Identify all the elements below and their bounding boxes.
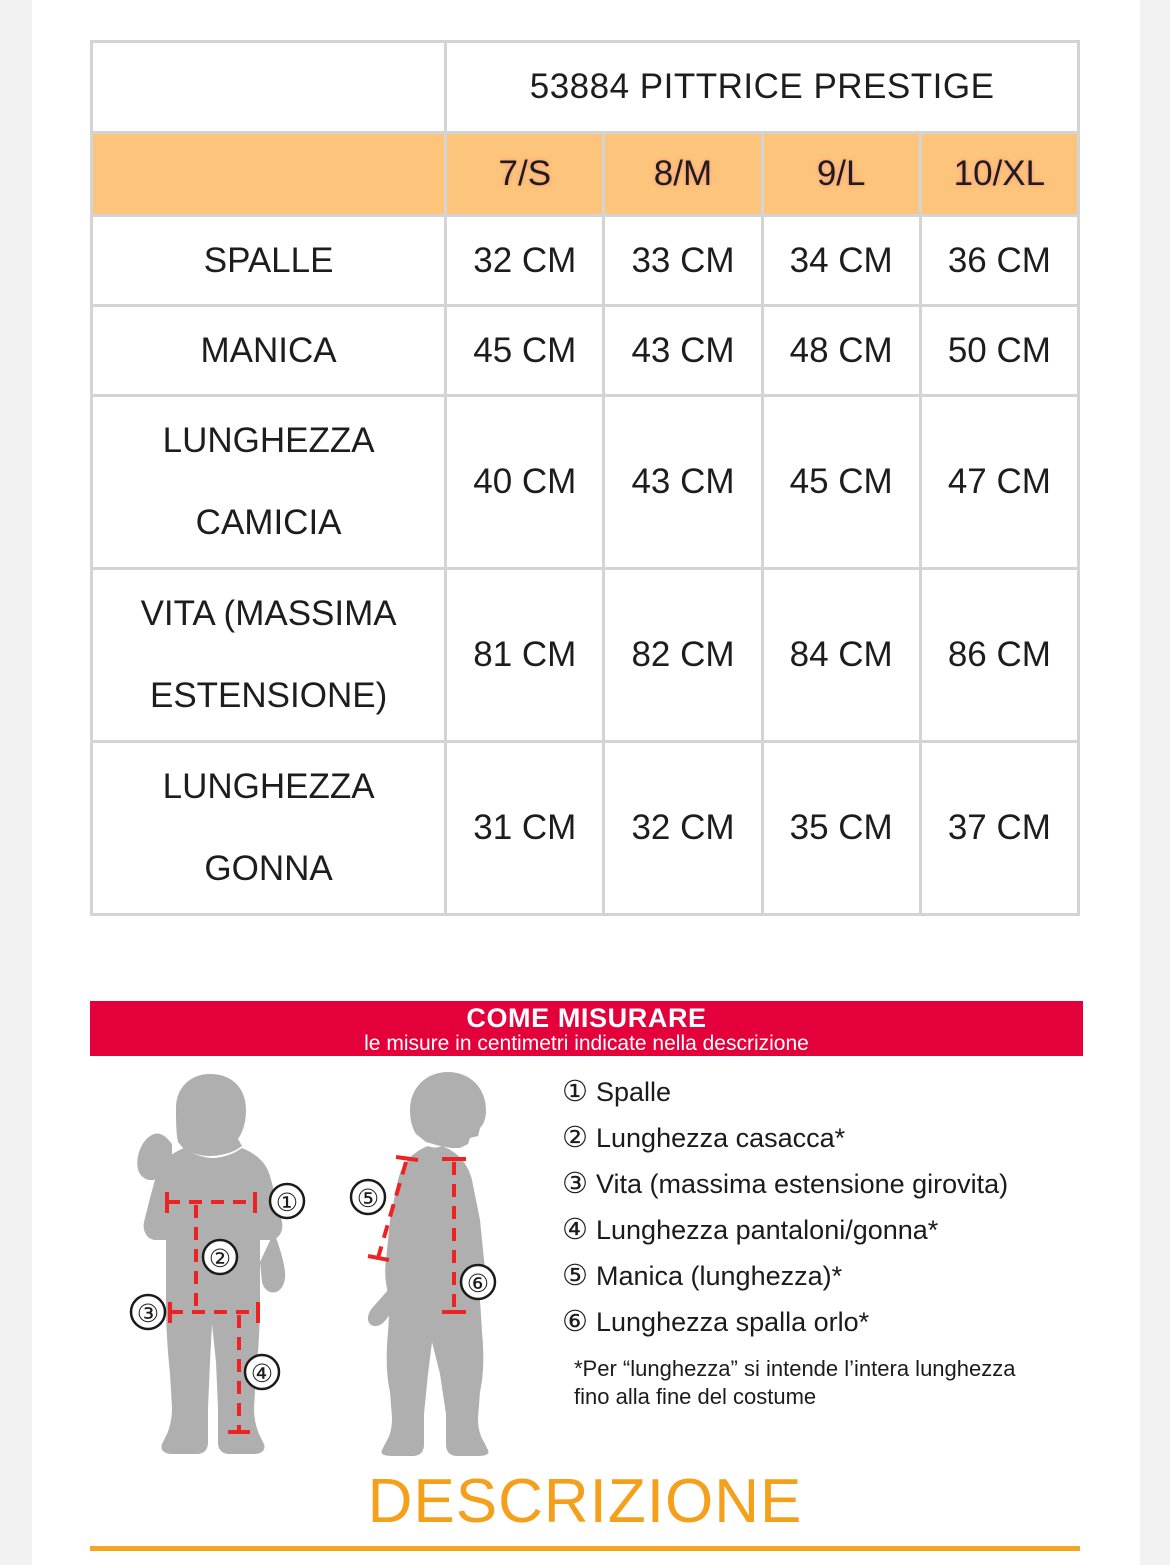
footnote-line-1: *Per “lunghezza” si intende l’intera lunghezza <box>574 1356 1016 1381</box>
legend-item <box>562 1124 1082 1153</box>
size-table <box>90 40 1080 916</box>
cell-spalle-7s: 32 CM <box>447 217 602 304</box>
title-blank-cell <box>93 43 444 131</box>
legend-item <box>562 1170 1082 1199</box>
callout-4-label: ④ <box>250 1360 274 1388</box>
size-column-header-1: 8/M <box>605 134 760 214</box>
cell-manica-10xl: 50 CM <box>922 307 1077 394</box>
cell-lunghezza-camicia-10xl: 47 CM <box>922 397 1077 567</box>
legend-item <box>562 1262 1082 1291</box>
cell-spalle-10xl: 36 CM <box>922 217 1077 304</box>
section-divider <box>90 1546 1080 1551</box>
legend-label-5: Manica (lunghezza)* <box>596 1261 843 1291</box>
cell-lunghezza-gonna-8m: 32 CM <box>605 743 760 913</box>
callout-3-label: ③ <box>136 1300 160 1328</box>
cell-lunghezza-camicia-8m: 43 CM <box>605 397 760 567</box>
measure-label-line-2: CAMICIA <box>195 503 342 542</box>
table-row <box>93 397 1077 567</box>
size-chart <box>90 40 1080 916</box>
legend-label-4: Lunghezza pantaloni/gonna* <box>596 1215 939 1245</box>
measure-body <box>90 1062 1083 1462</box>
cell-vita-10xl: 86 CM <box>922 570 1077 740</box>
measurement-diagram <box>110 1062 550 1462</box>
title-row <box>93 43 1077 131</box>
cell-lunghezza-gonna-9l: 35 CM <box>764 743 919 913</box>
measure-label-line-1: VITA (MASSIMA <box>140 593 397 633</box>
callout-6-label: ⑥ <box>466 1270 490 1298</box>
measure-label-line-2: GONNA <box>204 849 333 888</box>
how-to-measure-banner <box>90 1001 1083 1056</box>
cell-lunghezza-gonna-10xl: 37 CM <box>922 743 1077 913</box>
measure-label-spalle: SPALLE <box>93 217 444 304</box>
cell-lunghezza-gonna-7s: 31 CM <box>447 743 602 913</box>
cell-vita-8m: 82 CM <box>605 570 760 740</box>
legend-number-4: ④ <box>562 1214 588 1246</box>
product-title: 53884 PITTRICE PRESTIGE <box>447 43 1077 131</box>
measurement-legend <box>562 1078 1082 1411</box>
size-column-header-2: 9/L <box>764 134 919 214</box>
banner-title: COME MISURARE <box>466 1003 707 1033</box>
legend-number-3: ③ <box>562 1168 588 1200</box>
cell-lunghezza-camicia-9l: 45 CM <box>764 397 919 567</box>
table-row <box>93 743 1077 913</box>
table-row <box>93 570 1077 740</box>
size-column-header-3: 10/XL <box>922 134 1077 214</box>
measure-label-lunghezza-gonna <box>93 743 444 913</box>
silhouette-figures-svg <box>110 1062 550 1462</box>
callout-5-label: ⑤ <box>356 1185 380 1213</box>
measure-label-vita <box>93 570 444 740</box>
legend-number-6: ⑥ <box>562 1306 588 1338</box>
callout-2-label: ② <box>208 1245 232 1273</box>
legend-item <box>562 1308 1082 1337</box>
cell-manica-9l: 48 CM <box>764 307 919 394</box>
footnote-line-2: fino alla fine del costume <box>574 1384 817 1410</box>
legend-item <box>562 1216 1082 1245</box>
cell-manica-8m: 43 CM <box>605 307 760 394</box>
cell-spalle-8m: 33 CM <box>605 217 760 304</box>
legend-label-6: Lunghezza spalla orlo* <box>596 1307 870 1337</box>
legend-item <box>562 1078 1082 1107</box>
measure-label-lunghezza-camicia <box>93 397 444 567</box>
page-title: DESCRIZIONE <box>367 1467 803 1536</box>
measure-label-line-1: LUNGHEZZA <box>162 420 375 460</box>
callout-1-label: ① <box>275 1189 299 1217</box>
measure-label-manica: MANICA <box>93 307 444 394</box>
side-silhouette-icon <box>368 1072 489 1456</box>
measure-label-line-2: ESTENSIONE) <box>149 676 388 715</box>
legend-number-2: ② <box>562 1122 588 1154</box>
legend-label-1: Spalle <box>596 1077 672 1107</box>
cell-lunghezza-camicia-7s: 40 CM <box>447 397 602 567</box>
legend-number-5: ⑤ <box>562 1260 588 1292</box>
page-canvas <box>32 0 1140 1565</box>
how-to-measure-panel <box>90 1001 1083 1462</box>
cell-manica-7s: 45 CM <box>447 307 602 394</box>
table-row <box>93 217 1077 304</box>
legend-label-3: Vita (massima estensione girovita) <box>596 1169 1009 1199</box>
measure-label-line-1: LUNGHEZZA <box>162 766 375 806</box>
legend-footnote <box>562 1355 1082 1411</box>
table-row <box>93 307 1077 394</box>
cell-spalle-9l: 34 CM <box>764 217 919 304</box>
banner-subtitle: le misure in centimetri indicate nella descrizione <box>364 1032 809 1056</box>
header-blank-cell <box>93 134 444 214</box>
legend-number-1: ① <box>562 1076 588 1108</box>
size-header-row <box>93 134 1077 214</box>
cell-vita-7s: 81 CM <box>447 570 602 740</box>
size-column-header-0: 7/S <box>447 134 602 214</box>
legend-label-2: Lunghezza casacca* <box>596 1123 846 1153</box>
cell-vita-9l: 84 CM <box>764 570 919 740</box>
